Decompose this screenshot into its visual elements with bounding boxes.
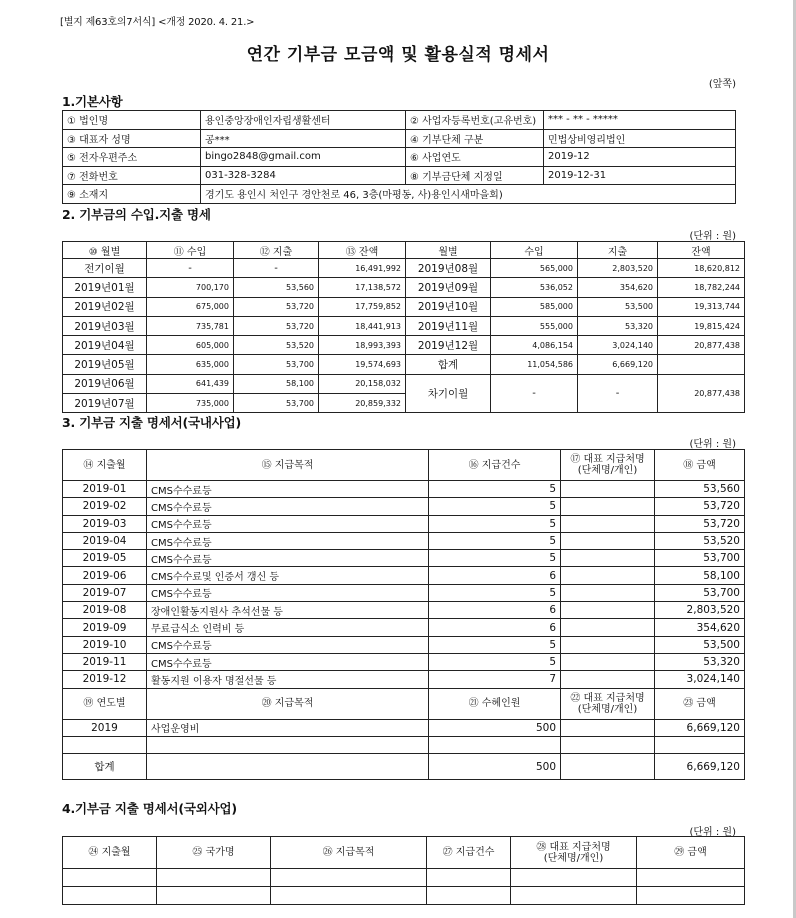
table-header-row bbox=[63, 688, 745, 719]
empty-cell bbox=[427, 887, 511, 905]
carry-balance: 20,877,438 bbox=[658, 374, 745, 413]
amount-cell: 58,100 bbox=[655, 567, 745, 584]
amount-cell: 53,720 bbox=[655, 498, 745, 515]
payee-cell bbox=[561, 653, 655, 670]
payee-cell bbox=[561, 719, 655, 736]
field-label: ⑨ 소재지 bbox=[63, 185, 201, 204]
month-cell: 2019-06 bbox=[63, 567, 147, 584]
empty-cell bbox=[511, 887, 637, 905]
empty-cell bbox=[427, 869, 511, 887]
income-cell: 735,781 bbox=[147, 316, 234, 335]
basic-info-row bbox=[63, 111, 736, 130]
overseas-expense-table bbox=[62, 836, 745, 905]
table-row bbox=[63, 498, 745, 515]
section4-unit: (단위 : 원) bbox=[689, 827, 736, 838]
empty-cell bbox=[147, 736, 429, 753]
count-cell: 5 bbox=[429, 532, 561, 549]
field-value: *** - ** - ***** bbox=[544, 111, 736, 130]
table-row bbox=[63, 584, 745, 601]
column-header: ⑱ 금액 bbox=[655, 450, 745, 481]
column-header: ㉖ 지급목적 bbox=[271, 837, 427, 869]
income-cell: 585,000 bbox=[491, 297, 578, 316]
column-header: 지출 bbox=[578, 242, 658, 259]
table-row bbox=[63, 619, 745, 636]
table-header-row bbox=[63, 450, 745, 481]
payee-cell bbox=[561, 515, 655, 532]
purpose-cell: 활동지원 이용자 명절선물 등 bbox=[147, 671, 429, 688]
empty-cell bbox=[63, 736, 147, 753]
month-cell: 2019-03 bbox=[63, 515, 147, 532]
column-header: ㉑ 수혜인원 bbox=[429, 688, 561, 719]
month-cell: 2019-12 bbox=[63, 671, 147, 688]
amount-cell: 53,720 bbox=[655, 515, 745, 532]
income-cell: 605,000 bbox=[147, 336, 234, 355]
balance-cell: 19,313,744 bbox=[658, 297, 745, 316]
table-row bbox=[63, 671, 745, 688]
table-header-row bbox=[63, 242, 745, 259]
month-cell: 2019년03월 bbox=[63, 316, 147, 335]
field-value: 용인중앙장애인자립생활센터 bbox=[201, 111, 406, 130]
field-value: 공*** bbox=[201, 129, 406, 148]
column-header: ⑫ 지출 bbox=[234, 242, 319, 259]
total-purpose bbox=[147, 754, 429, 780]
section4-title: 4.기부금 지출 명세서(국외사업) bbox=[62, 801, 237, 816]
count-cell: 6 bbox=[429, 602, 561, 619]
balance-cell: 20,877,438 bbox=[658, 336, 745, 355]
field-label: ⑧ 기부금단체 지정일 bbox=[406, 166, 544, 185]
purpose-cell: CMS수수료등 bbox=[147, 515, 429, 532]
column-header: ⑲ 연도별 bbox=[63, 688, 147, 719]
balance-cell: 18,620,812 bbox=[658, 259, 745, 278]
empty-cell bbox=[637, 869, 745, 887]
purpose-cell: 무료급식소 인력비 등 bbox=[147, 619, 429, 636]
purpose-cell: CMS수수료등 bbox=[147, 636, 429, 653]
table-row bbox=[63, 636, 745, 653]
income-cell: 536,052 bbox=[491, 278, 578, 297]
count-cell: 6 bbox=[429, 567, 561, 584]
expense-cell: 53,700 bbox=[234, 394, 319, 413]
month-cell: 2019년08월 bbox=[406, 259, 491, 278]
balance-cell: 18,782,244 bbox=[658, 278, 745, 297]
month-cell: 전기이월 bbox=[63, 259, 147, 278]
field-label: ④ 기부단체 구분 bbox=[406, 129, 544, 148]
amount-cell: 53,520 bbox=[655, 532, 745, 549]
balance-cell: 20,859,332 bbox=[319, 394, 406, 413]
count-cell: 5 bbox=[429, 515, 561, 532]
count-cell: 5 bbox=[429, 550, 561, 567]
table-row bbox=[63, 355, 745, 374]
empty-cell bbox=[561, 736, 655, 753]
balance-cell: 18,993,393 bbox=[319, 336, 406, 355]
expense-cell: 3,024,140 bbox=[578, 336, 658, 355]
purpose-cell: CMS수수료등 bbox=[147, 481, 429, 498]
purpose-cell: CMS수수료등 bbox=[147, 498, 429, 515]
expense-cell: 53,320 bbox=[578, 316, 658, 335]
payee-cell bbox=[561, 481, 655, 498]
field-label: ① 법인명 bbox=[63, 111, 201, 130]
total-amount: 6,669,120 bbox=[655, 754, 745, 780]
balance-cell: 19,815,424 bbox=[658, 316, 745, 335]
month-cell: 합계 bbox=[406, 355, 491, 374]
amount-cell: 53,700 bbox=[655, 584, 745, 601]
month-cell: 2019-08 bbox=[63, 602, 147, 619]
income-cell: - bbox=[147, 259, 234, 278]
purpose-cell: CMS수수료등 bbox=[147, 584, 429, 601]
section2-title: 2. 기부금의 수입.지출 명세 bbox=[62, 207, 211, 222]
month-cell: 2019-07 bbox=[63, 584, 147, 601]
page-side: (앞쪽) bbox=[708, 79, 736, 90]
payee-cell bbox=[561, 532, 655, 549]
field-label: ⑤ 전자우편주소 bbox=[63, 148, 201, 167]
empty-cell bbox=[271, 869, 427, 887]
empty-cell bbox=[157, 869, 271, 887]
count-cell: 5 bbox=[429, 481, 561, 498]
income-cell: 635,000 bbox=[147, 355, 234, 374]
table-row bbox=[63, 259, 745, 278]
month-cell: 2019년12월 bbox=[406, 336, 491, 355]
month-cell: 2019년06월 bbox=[63, 374, 147, 393]
section3-title: 3. 기부금 지출 명세서(국내사업) bbox=[62, 415, 242, 430]
table-row bbox=[63, 316, 745, 335]
month-cell: 2019-10 bbox=[63, 636, 147, 653]
month-cell: 2019년11월 bbox=[406, 316, 491, 335]
carry-expense: - bbox=[578, 374, 658, 413]
month-cell: 2019년05월 bbox=[63, 355, 147, 374]
column-header: 월별 bbox=[406, 242, 491, 259]
page-title: 연간 기부금 모금액 및 활용실적 명세서 bbox=[246, 45, 550, 65]
amount-cell: 53,560 bbox=[655, 481, 745, 498]
column-header: ㉓ 금액 bbox=[655, 688, 745, 719]
basic-info-row bbox=[63, 166, 736, 185]
column-header: ⑯ 지급건수 bbox=[429, 450, 561, 481]
section2-unit: (단위 : 원) bbox=[689, 231, 736, 242]
month-cell: 2019년04월 bbox=[63, 336, 147, 355]
address-row bbox=[63, 185, 736, 204]
column-header: 수입 bbox=[491, 242, 578, 259]
month-cell: 2019-05 bbox=[63, 550, 147, 567]
column-header: ⑩ 월별 bbox=[63, 242, 147, 259]
expense-cell: 53,560 bbox=[234, 278, 319, 297]
month-cell: 2019년02월 bbox=[63, 297, 147, 316]
form-id: [별지 제63호의7서식] <개정 2020. 4. 21.> bbox=[60, 17, 255, 28]
field-label: ⑦ 전화번호 bbox=[63, 166, 201, 185]
section3-unit: (단위 : 원) bbox=[689, 439, 736, 450]
purpose-cell: CMS수수료등 bbox=[147, 550, 429, 567]
amount-cell: 2,803,520 bbox=[655, 602, 745, 619]
balance-cell: 17,138,572 bbox=[319, 278, 406, 297]
total-beneficiaries: 500 bbox=[429, 754, 561, 780]
basic-info-row bbox=[63, 148, 736, 167]
table-row bbox=[63, 869, 745, 887]
total-label: 합계 bbox=[63, 754, 147, 780]
expense-cell: 53,520 bbox=[234, 336, 319, 355]
payee-cell bbox=[561, 619, 655, 636]
column-header: ⑭ 지출월 bbox=[63, 450, 147, 481]
expense-cell: 6,669,120 bbox=[578, 355, 658, 374]
empty-cell bbox=[63, 887, 157, 905]
payee-cell bbox=[561, 671, 655, 688]
table-row bbox=[63, 719, 745, 736]
total-row bbox=[63, 754, 745, 780]
table-row bbox=[63, 374, 745, 393]
balance-cell: 20,158,032 bbox=[319, 374, 406, 393]
basic-info-row bbox=[63, 129, 736, 148]
month-cell: 2019-09 bbox=[63, 619, 147, 636]
income-cell: 4,086,154 bbox=[491, 336, 578, 355]
field-value: 031-328-3284 bbox=[201, 166, 406, 185]
table-row bbox=[63, 336, 745, 355]
balance-cell: 19,574,693 bbox=[319, 355, 406, 374]
field-value: 민법상비영리법인 bbox=[544, 129, 736, 148]
expense-cell: 53,720 bbox=[234, 316, 319, 335]
amount-cell: 53,320 bbox=[655, 653, 745, 670]
income-cell: 700,170 bbox=[147, 278, 234, 297]
payee-cell bbox=[561, 498, 655, 515]
count-cell: 5 bbox=[429, 653, 561, 670]
table-row bbox=[63, 515, 745, 532]
balance-cell: 16,491,992 bbox=[319, 259, 406, 278]
column-header: ㉕ 국가명 bbox=[157, 837, 271, 869]
payee-cell bbox=[561, 567, 655, 584]
amount-cell: 6,669,120 bbox=[655, 719, 745, 736]
empty-cell bbox=[63, 869, 157, 887]
column-header: ⑪ 수입 bbox=[147, 242, 234, 259]
table-row bbox=[63, 567, 745, 584]
expense-cell: 58,100 bbox=[234, 374, 319, 393]
field-value: 2019-12 bbox=[544, 148, 736, 167]
domestic-expense-table bbox=[62, 449, 745, 780]
income-expense-table bbox=[62, 241, 745, 413]
purpose-cell: 사업운영비 bbox=[147, 719, 429, 736]
table-row bbox=[63, 278, 745, 297]
purpose-cell: CMS수수료등 bbox=[147, 653, 429, 670]
column-header: ⑳ 지급목적 bbox=[147, 688, 429, 719]
income-cell: 675,000 bbox=[147, 297, 234, 316]
expense-cell: - bbox=[234, 259, 319, 278]
month-cell: 2019년09월 bbox=[406, 278, 491, 297]
count-cell: 5 bbox=[429, 636, 561, 653]
carry-label: 차기이월 bbox=[406, 374, 491, 413]
column-header: ⑰ 대표 지급처명 (단체명/개인) bbox=[561, 450, 655, 481]
table-row bbox=[63, 481, 745, 498]
field-label: ③ 대표자 성명 bbox=[63, 129, 201, 148]
empty-cell bbox=[637, 887, 745, 905]
amount-cell: 53,500 bbox=[655, 636, 745, 653]
payee-cell bbox=[561, 602, 655, 619]
beneficiaries-cell: 500 bbox=[429, 719, 561, 736]
carry-income: - bbox=[491, 374, 578, 413]
month-cell: 2019-04 bbox=[63, 532, 147, 549]
column-header: ⑮ 지급목적 bbox=[147, 450, 429, 481]
column-header: ㉘ 대표 지급처명 (단체명/개인) bbox=[511, 837, 637, 869]
expense-cell: 53,700 bbox=[234, 355, 319, 374]
table-row bbox=[63, 736, 745, 753]
table-row bbox=[63, 887, 745, 905]
expense-cell: 354,620 bbox=[578, 278, 658, 297]
empty-cell bbox=[655, 736, 745, 753]
field-label: ② 사업자등록번호(고유번호) bbox=[406, 111, 544, 130]
purpose-cell: CMS수수료및 인증서 갱신 등 bbox=[147, 567, 429, 584]
purpose-cell: 장애인활동지원사 추석선물 등 bbox=[147, 602, 429, 619]
expense-cell: 2,803,520 bbox=[578, 259, 658, 278]
amount-cell: 3,024,140 bbox=[655, 671, 745, 688]
field-value: bingo2848@gmail.com bbox=[201, 148, 406, 167]
balance-cell: 18,441,913 bbox=[319, 316, 406, 335]
section1-title: 1.기본사항 bbox=[62, 94, 123, 109]
month-cell: 2019-02 bbox=[63, 498, 147, 515]
empty-cell bbox=[271, 887, 427, 905]
address-value: 경기도 용인시 처인구 경안천로 46, 3층(마평동, 사)용인시새마을회) bbox=[201, 185, 736, 204]
column-header: ⑬ 잔액 bbox=[319, 242, 406, 259]
income-cell: 11,054,586 bbox=[491, 355, 578, 374]
purpose-cell: CMS수수료등 bbox=[147, 532, 429, 549]
income-cell: 555,000 bbox=[491, 316, 578, 335]
table-row bbox=[63, 532, 745, 549]
table-row bbox=[63, 602, 745, 619]
table-header-row bbox=[63, 837, 745, 869]
payee-cell bbox=[561, 550, 655, 567]
balance-cell: 17,759,852 bbox=[319, 297, 406, 316]
empty-cell bbox=[157, 887, 271, 905]
empty-cell bbox=[511, 869, 637, 887]
table-row bbox=[63, 653, 745, 670]
month-cell: 2019년10월 bbox=[406, 297, 491, 316]
empty-cell bbox=[429, 736, 561, 753]
payee-cell bbox=[561, 584, 655, 601]
column-header: ㉗ 지급건수 bbox=[427, 837, 511, 869]
column-header: 잔액 bbox=[658, 242, 745, 259]
income-cell: 565,000 bbox=[491, 259, 578, 278]
column-header: ㉒ 대표 지급처명 (단체명/개인) bbox=[561, 688, 655, 719]
column-header: ㉔ 지출월 bbox=[63, 837, 157, 869]
month-cell: 2019-11 bbox=[63, 653, 147, 670]
balance-cell bbox=[658, 355, 745, 374]
total-payee bbox=[561, 754, 655, 780]
expense-cell: 53,500 bbox=[578, 297, 658, 316]
field-label: ⑥ 사업연도 bbox=[406, 148, 544, 167]
income-cell: 641,439 bbox=[147, 374, 234, 393]
income-cell: 735,000 bbox=[147, 394, 234, 413]
count-cell: 6 bbox=[429, 619, 561, 636]
count-cell: 5 bbox=[429, 584, 561, 601]
table-row bbox=[63, 297, 745, 316]
month-cell: 2019년07월 bbox=[63, 394, 147, 413]
expense-cell: 53,720 bbox=[234, 297, 319, 316]
column-header: ㉙ 금액 bbox=[637, 837, 745, 869]
amount-cell: 53,700 bbox=[655, 550, 745, 567]
month-cell: 2019-01 bbox=[63, 481, 147, 498]
basic-info-table bbox=[62, 110, 736, 204]
year-cell: 2019 bbox=[63, 719, 147, 736]
amount-cell: 354,620 bbox=[655, 619, 745, 636]
payee-cell bbox=[561, 636, 655, 653]
table-row bbox=[63, 550, 745, 567]
count-cell: 5 bbox=[429, 498, 561, 515]
field-value: 2019-12-31 bbox=[544, 166, 736, 185]
month-cell: 2019년01월 bbox=[63, 278, 147, 297]
count-cell: 7 bbox=[429, 671, 561, 688]
